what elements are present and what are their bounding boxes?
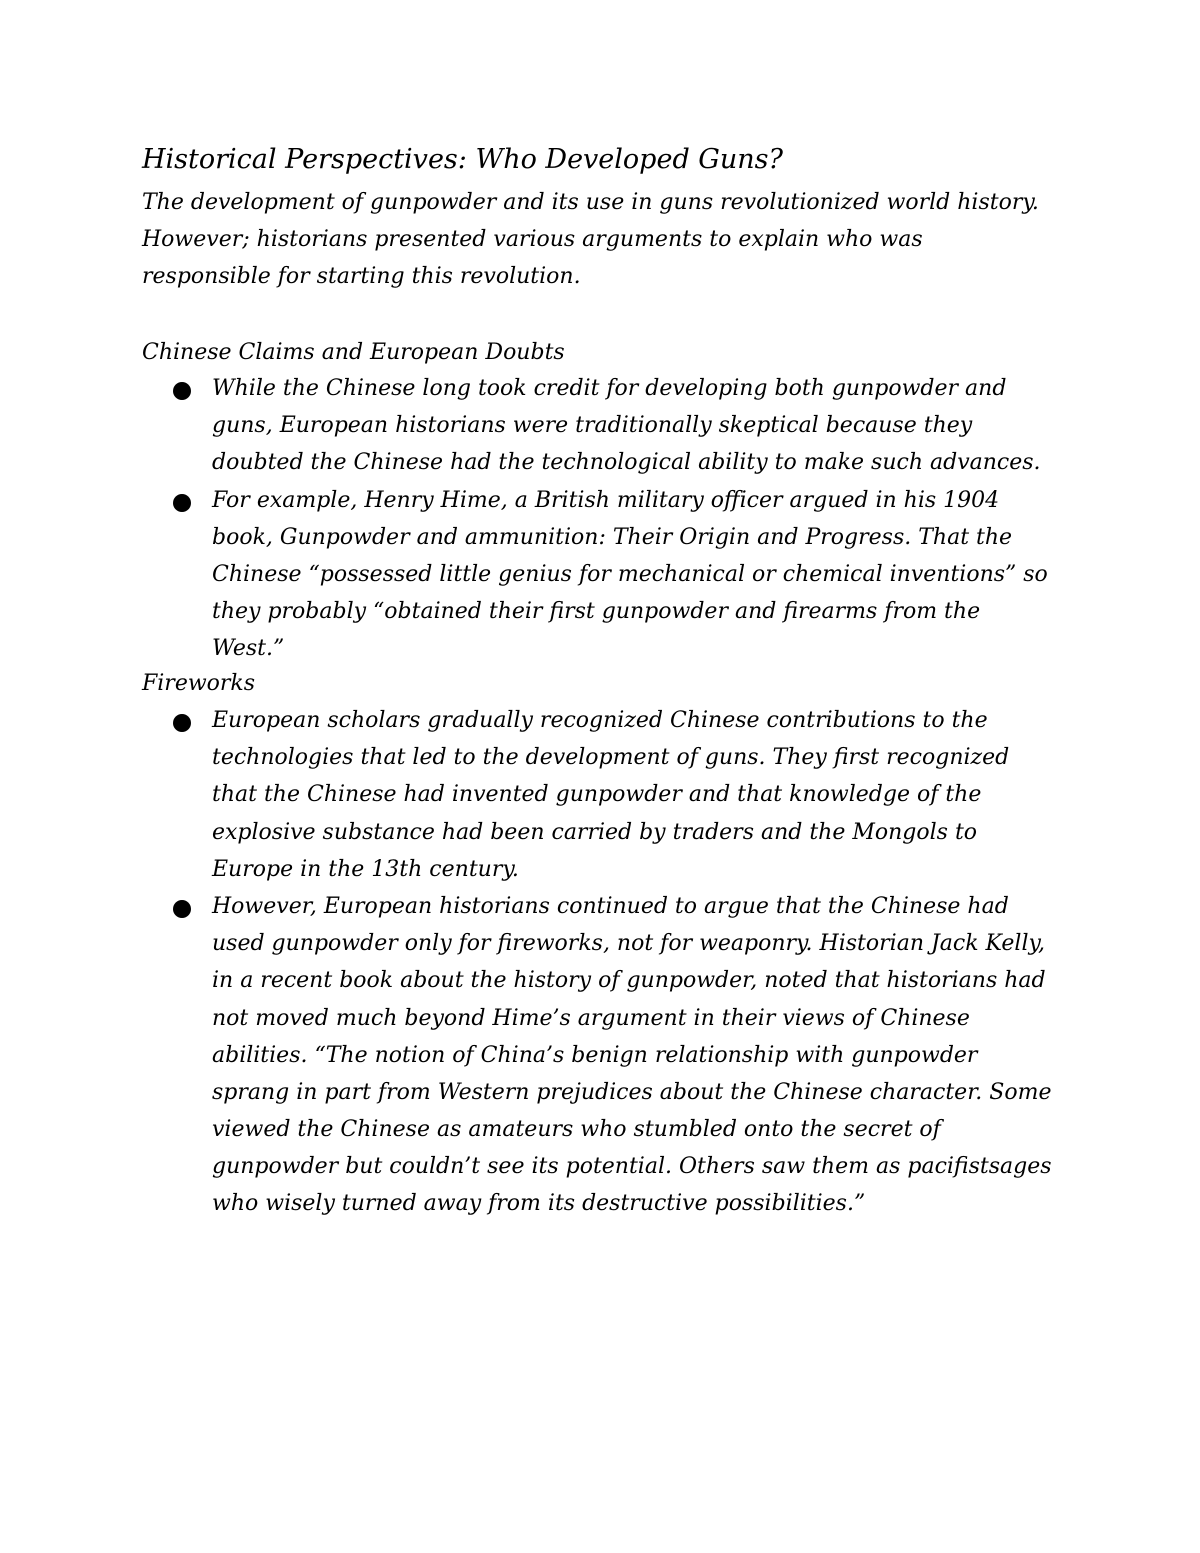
bullet-line: European scholars gradually recognized Chinese contributions to the [212,708,988,733]
bullet-line: technologies that led to the development of guns. They first recognized [212,745,1010,771]
bullet-list-chinese-claims [0,370,1200,668]
bullet-icon [173,382,191,400]
bullet-line: For example, Henry Hime, a British military officer argued in his 1904 [212,487,1000,513]
section-heading-fireworks: Fireworks [142,671,256,696]
bullet-line: sprang in part from Western prejudices about the Chinese character. Some [212,1079,1052,1105]
bullet-line: gunpowder but couldn’t see its potential. Others saw them as pacifistsages [212,1154,1052,1180]
bullet-item [0,702,1092,888]
document-title: Historical Perspectives: Who Developed Guns? [142,144,783,175]
bullet-line: While the Chinese long took credit for developing both gunpowder and [212,376,1007,401]
bullet-icon [173,900,191,918]
bullet-line: West.” [212,636,285,662]
intro-line: However; historians presented various arguments to explain who was [142,227,923,252]
bullet-line: However, European historians continued to argue that the Chinese had [212,893,1009,919]
bullet-icon [173,714,191,732]
bullet-item [0,888,1092,1223]
bullet-line: in a recent book about the history of gunpowder, noted that historians had [212,968,1046,994]
bullet-line: Chinese “possessed little genius for mechanical or chemical inventions” so [212,561,1048,587]
bullet-line: they probably “obtained their first gunpowder and firearms from the [212,599,981,625]
bullet-line: that the Chinese had invented gunpowder and that knowledge of the [212,782,982,808]
bullet-line: abilities. “The notion of China’s benign relationship with gunpowder [212,1042,978,1068]
bullet-line: viewed the Chinese as amateurs who stumbled onto the secret of [212,1117,941,1143]
bullet-line: explosive substance had been carried by traders and the Mongols to [212,819,978,845]
bullet-line: doubted the Chinese had the technological ability to make such advances. [212,450,1041,476]
intro-line: responsible for starting this revolution. [142,264,581,289]
bullet-item [0,370,1092,482]
bullet-list-fireworks [0,702,1200,1223]
section-heading-chinese-claims: Chinese Claims and European Doubts [142,340,565,365]
intro-paragraph [142,184,1072,295]
bullet-icon [173,494,191,512]
bullet-item [0,482,1092,668]
bullet-line: book, Gunpowder and ammunition: Their Origin and Progress. That the [212,524,1013,550]
intro-line: The development of gunpowder and its use in guns revolutionized world history. [142,190,1039,215]
bullet-line: used gunpowder only for fireworks, not for weaponry. Historian Jack Kelly, [212,931,1045,957]
bullet-line: guns, European historians were traditionally skeptical because they [212,413,973,439]
bullet-line: Europe in the 13th century. [212,856,519,882]
bullet-line: not moved much beyond Hime’s argument in their views of Chinese [212,1005,970,1031]
bullet-line: who wisely turned away from its destructive possibilities.” [212,1191,866,1217]
